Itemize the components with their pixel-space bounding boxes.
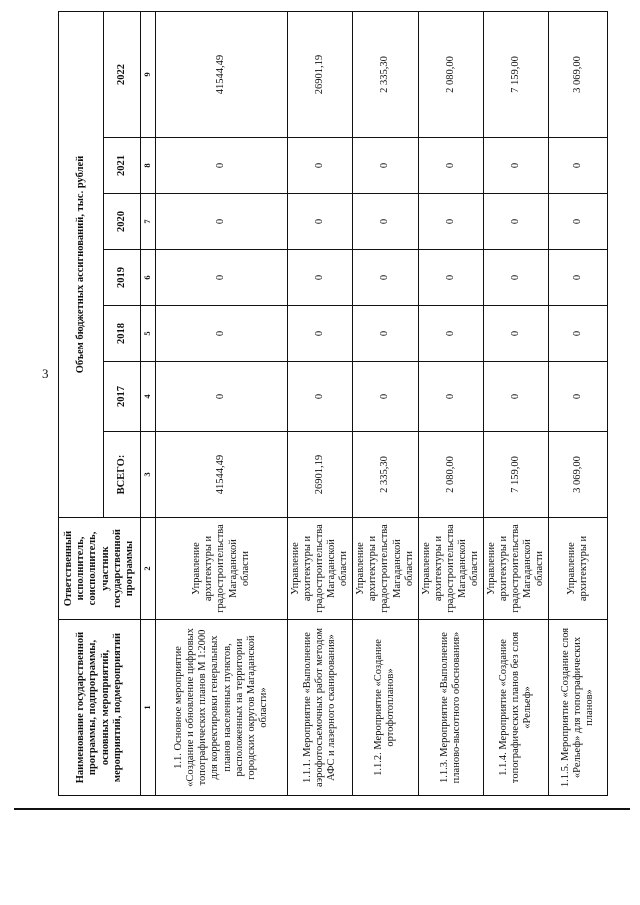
row-value: 0 bbox=[353, 194, 418, 250]
row-value: 0 bbox=[483, 306, 548, 362]
column-number: 8 bbox=[141, 138, 156, 194]
header-name: Наименование государственной программы, подпрограммы, основных мероприятий, мероприятий, подмероприятий bbox=[59, 620, 141, 796]
row-value: 3 069,00 bbox=[549, 12, 608, 138]
page-divider-line bbox=[14, 808, 630, 810]
row-value: 41544,49 bbox=[156, 12, 288, 138]
header-responsible: Ответственный исполнитель, соисполнитель, участник государственной программы bbox=[59, 518, 141, 620]
row-value: 0 bbox=[288, 250, 353, 306]
row-responsible: Управление архитектуры и градостроительства Магаданской области bbox=[156, 518, 288, 620]
row-value: 0 bbox=[483, 194, 548, 250]
table-row bbox=[483, 12, 548, 796]
column-number: 7 bbox=[141, 194, 156, 250]
row-value: 0 bbox=[353, 362, 418, 432]
row-value: 0 bbox=[353, 138, 418, 194]
header-year: 2020 bbox=[104, 194, 141, 250]
row-responsible: Управление архитектуры и градостроительства Магаданской области bbox=[353, 518, 418, 620]
header-year: 2019 bbox=[104, 250, 141, 306]
row-value: 0 bbox=[418, 194, 483, 250]
row-value: 0 bbox=[483, 250, 548, 306]
row-value: 0 bbox=[549, 138, 608, 194]
row-value: 0 bbox=[156, 362, 288, 432]
column-number: 9 bbox=[141, 12, 156, 138]
row-value: 0 bbox=[288, 362, 353, 432]
row-total: 2 335,30 bbox=[353, 432, 418, 518]
column-number: 3 bbox=[141, 432, 156, 518]
row-value: 0 bbox=[483, 362, 548, 432]
table-row bbox=[418, 12, 483, 796]
row-responsible: Управление архитектуры и градостроительства Магаданской области bbox=[418, 518, 483, 620]
table-row bbox=[156, 12, 288, 796]
row-name: 1.1.3. Мероприятие «Выполнение планово-высотного обоснования» bbox=[418, 620, 483, 796]
row-name: 1.1.2. Мероприятие «Создание ортофотопланов» bbox=[353, 620, 418, 796]
row-value: 0 bbox=[353, 250, 418, 306]
row-value: 0 bbox=[418, 138, 483, 194]
row-responsible: Управление архитектуры и градостроительства Магаданской области bbox=[288, 518, 353, 620]
header-total: ВСЕГО: bbox=[104, 432, 141, 518]
row-value: 0 bbox=[288, 138, 353, 194]
page-number: 3 bbox=[42, 366, 49, 381]
row-value: 0 bbox=[156, 250, 288, 306]
row-value: 0 bbox=[353, 306, 418, 362]
row-total: 3 069,00 bbox=[549, 432, 608, 518]
row-total: 2 080,00 bbox=[418, 432, 483, 518]
header-year: 2017 bbox=[104, 362, 141, 432]
row-value: 7 159,00 bbox=[483, 12, 548, 138]
row-value: 0 bbox=[156, 138, 288, 194]
row-value: 0 bbox=[483, 138, 548, 194]
row-total: 7 159,00 bbox=[483, 432, 548, 518]
column-number-row bbox=[141, 12, 156, 796]
table-row bbox=[549, 12, 608, 796]
column-number: 2 bbox=[141, 518, 156, 620]
header-year: 2021 bbox=[104, 138, 141, 194]
table-row bbox=[353, 12, 418, 796]
row-value: 0 bbox=[549, 194, 608, 250]
budget-table bbox=[58, 11, 608, 796]
row-value: 0 bbox=[288, 306, 353, 362]
row-value: 0 bbox=[156, 306, 288, 362]
row-value: 2 335,30 bbox=[353, 12, 418, 138]
row-total: 26901,19 bbox=[288, 432, 353, 518]
row-value: 0 bbox=[288, 194, 353, 250]
row-value: 0 bbox=[549, 250, 608, 306]
row-name: 1.1.1. Мероприятие «Выполнение аэрофотосъемочных работ методом АФС и лазерного сканирования» bbox=[288, 620, 353, 796]
row-value: 0 bbox=[156, 194, 288, 250]
row-name: 1.1. Основное мероприятие «Создание и обновление цифровых топографических планов М 1:2000 для корректировки генеральных планов населенных пунктов, расположенных на территории городских округов Магаданской области» bbox=[156, 620, 288, 796]
row-value: 0 bbox=[549, 306, 608, 362]
row-name: 1.1.5. Мероприятие «Создание слоя «Рельеф» для топографических планов» bbox=[549, 620, 608, 796]
column-number: 1 bbox=[141, 620, 156, 796]
header-budget-group: Объем бюджетных ассигнований, тыс. рублей bbox=[59, 12, 104, 518]
column-number: 6 bbox=[141, 250, 156, 306]
row-name: 1.1.4. Мероприятие «Создание топографических планов без слоя «Рельеф» bbox=[483, 620, 548, 796]
row-value: 0 bbox=[549, 362, 608, 432]
column-number: 5 bbox=[141, 306, 156, 362]
table-row bbox=[288, 12, 353, 796]
column-number: 4 bbox=[141, 362, 156, 432]
header-year: 2022 bbox=[104, 12, 141, 138]
row-value: 0 bbox=[418, 306, 483, 362]
header-year: 2018 bbox=[104, 306, 141, 362]
row-value: 26901,19 bbox=[288, 12, 353, 138]
rotated-table-container bbox=[58, 12, 608, 796]
row-value: 2 080,00 bbox=[418, 12, 483, 138]
row-value: 0 bbox=[418, 362, 483, 432]
row-responsible: Управление архитектуры и bbox=[549, 518, 608, 620]
row-responsible: Управление архитектуры и градостроительства Магаданской области bbox=[483, 518, 548, 620]
row-total: 41544,49 bbox=[156, 432, 288, 518]
row-value: 0 bbox=[418, 250, 483, 306]
